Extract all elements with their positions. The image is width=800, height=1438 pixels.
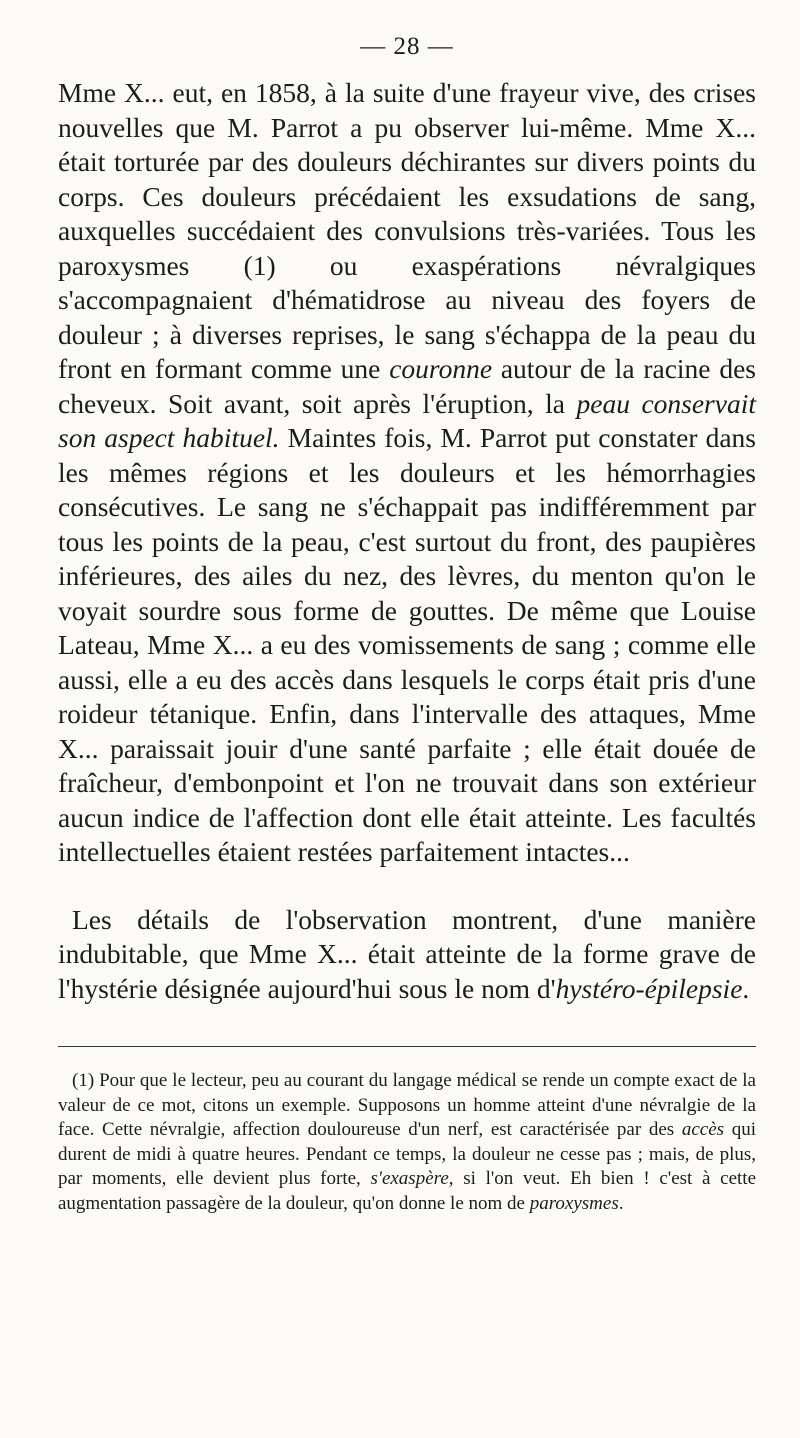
- book-page: [58, 30, 756, 1236]
- main-text: [58, 76, 756, 1006]
- paragraph-observation: [58, 76, 756, 870]
- paragraph-conclusion-part2: .: [742, 972, 750, 1004]
- footnote-part1: (1) Pour que le lecteur, peu au courant du langage médical se rende un compte exact de la valeur de ce mot, citons un exemple. Supposons un homme atteint d'une névralgie de la face. Cette névralgie, affection douloureuse d'un nerf, est caractérisée par des: [58, 1070, 756, 1141]
- italic-paroxysmes: paroxysmes: [529, 1192, 619, 1214]
- paragraph-observation-part1: Mme X... eut, en 1858, à la suite d'une frayeur vive, des crises nouvelles que M. Parrot a pu observer lui-même. Mme X... était torturée par des douleurs déchirantes sur divers points du corps. Ces douleurs précédaient les exsudations de sang, auxquelles succédaient des convulsions très-variées. Tous les paroxysmes (1) ou exaspérations névralgiques s'accompagnaient d'hématidrose au niveau des foyers de douleur ; à diverses reprises, le sang s'échappa de la peau du front en formant comme une: [58, 77, 756, 384]
- paragraph-observation-part3: Maintes fois, M. Parrot put constater dans les mêmes régions et les douleurs et les hémorrhagies consécutives. Le sang ne s'échappait pas indifféremment par tous les points de la peau, c'est surtout du front, des paupières inférieures, des ailes du nez, des lèvres, du menton qu'on le voyait sourdre sous forme de gouttes. De même que Louise Lateau, Mme X... a eu des vomissements de sang ; comme elle aussi, elle a eu des accès dans lesquels le corps était pris d'une roideur tétanique. Enfin, dans l'intervalle des attaques, Mme X... paraissait jouir d'une santé parfaite ; elle était douée de fraîcheur, d'embonpoint et l'on ne trouvait dans son extérieur aucun indice de l'affection dont elle était atteinte. Les facultés intellectuelles étaient restées parfaitement intactes...: [58, 422, 756, 867]
- footnote-part4: .: [618, 1192, 624, 1214]
- paragraph-observation-part2: autour de la racine des cheveux. Soit avant, soit après l'éruption, la: [58, 353, 756, 419]
- paragraph-conclusion: [58, 903, 756, 1007]
- italic-hystero-epilepsie: hystéro-épilepsie: [555, 972, 743, 1004]
- footnote-part3: , si l'on veut. Eh bien ! c'est à cette augmentation passagère de la douleur, qu'on donne le nom de: [58, 1168, 757, 1214]
- italic-exaspere: s'exaspère: [370, 1168, 449, 1190]
- italic-peau-aspect: peau conservait son aspect habituel.: [58, 387, 756, 453]
- page-number: — 28 —: [360, 33, 454, 60]
- paragraph-conclusion-part1: Les détails de l'observation montrent, d'une manière indubitable, que Mme X... était atteinte de la forme grave de l'hystérie désignée aujourd'hui sous le nom d': [58, 903, 756, 1004]
- footnote: [58, 1069, 756, 1217]
- footnote-divider: [58, 1046, 756, 1047]
- footnote-part2: qui durent de midi à quatre heures. Pendant ce temps, la douleur ne cesse pas ; mais, de plus, par moments, elle devient plus forte,: [58, 1119, 756, 1190]
- italic-couronne: couronne: [389, 353, 493, 384]
- italic-acces: accès: [681, 1119, 725, 1141]
